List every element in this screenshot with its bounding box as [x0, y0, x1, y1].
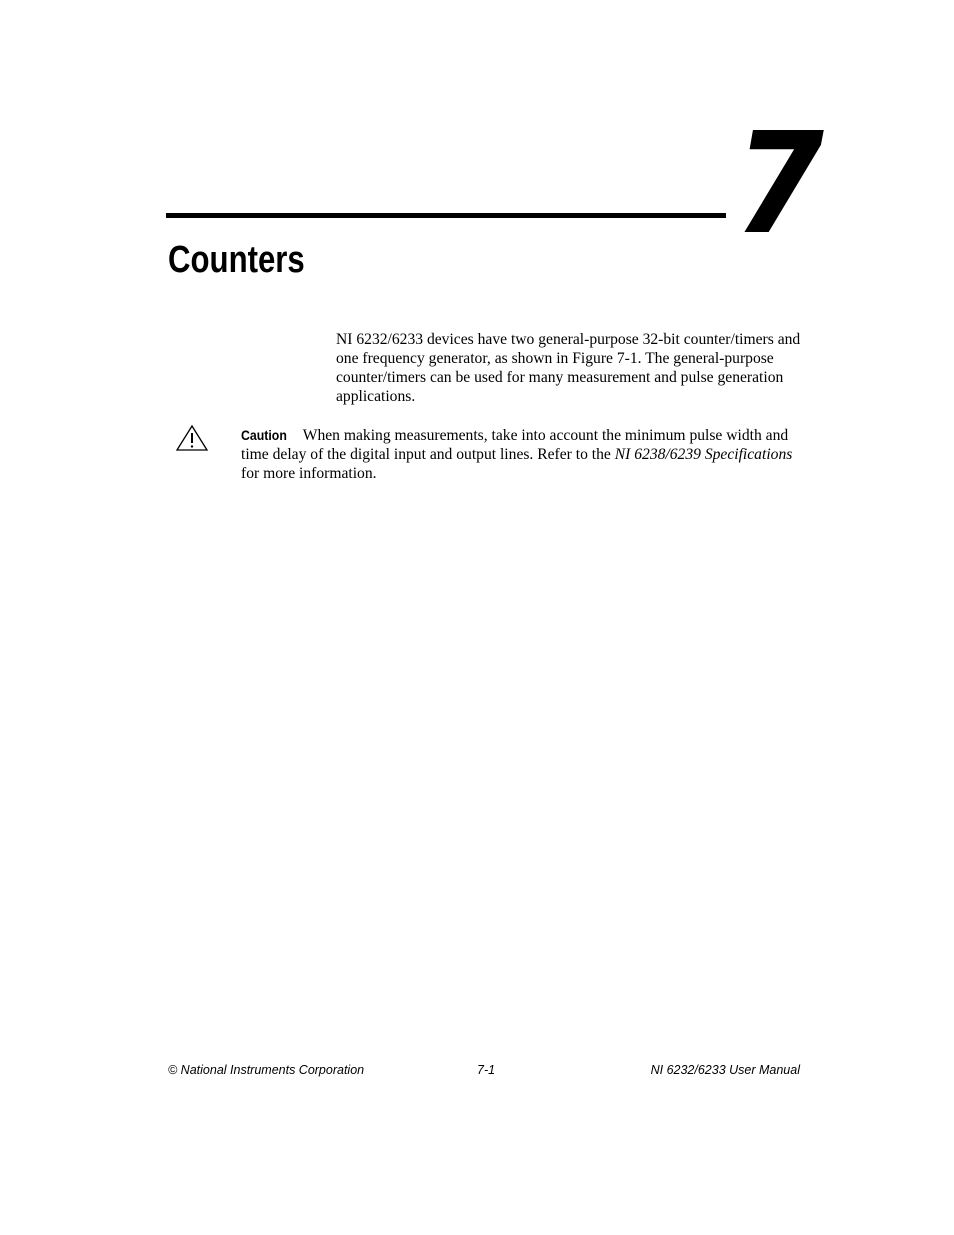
caution-note: [241, 426, 801, 483]
footer-copyright: © National Instruments Corporation: [168, 1063, 365, 1077]
caution-label: Caution: [241, 427, 287, 443]
caution-text-end: for more information.: [241, 465, 377, 482]
caution-text: When making measurements, take into account the minimum pulse width and time delay of the digital input and output lines. Refer to the: [241, 427, 789, 463]
intro-paragraph: NI 6232/6233 devices have two general-purpose 32-bit counter/timers and one frequency generator, as shown in Figure 7-1. The general-purpose counter/timers can be used for many measurement and pulse generation applications.: [336, 331, 801, 405]
footer-page-number: 7-1: [477, 1063, 496, 1077]
chapter-number: 7: [734, 103, 821, 266]
chapter-rule: [166, 213, 726, 218]
specifications-reference: NI 6238/6239 Specifications: [614, 446, 793, 463]
warning-triangle-icon: [175, 424, 209, 452]
chapter-title: Counters: [168, 239, 305, 281]
footer-manual-title: NI 6232/6233 User Manual: [650, 1063, 800, 1077]
